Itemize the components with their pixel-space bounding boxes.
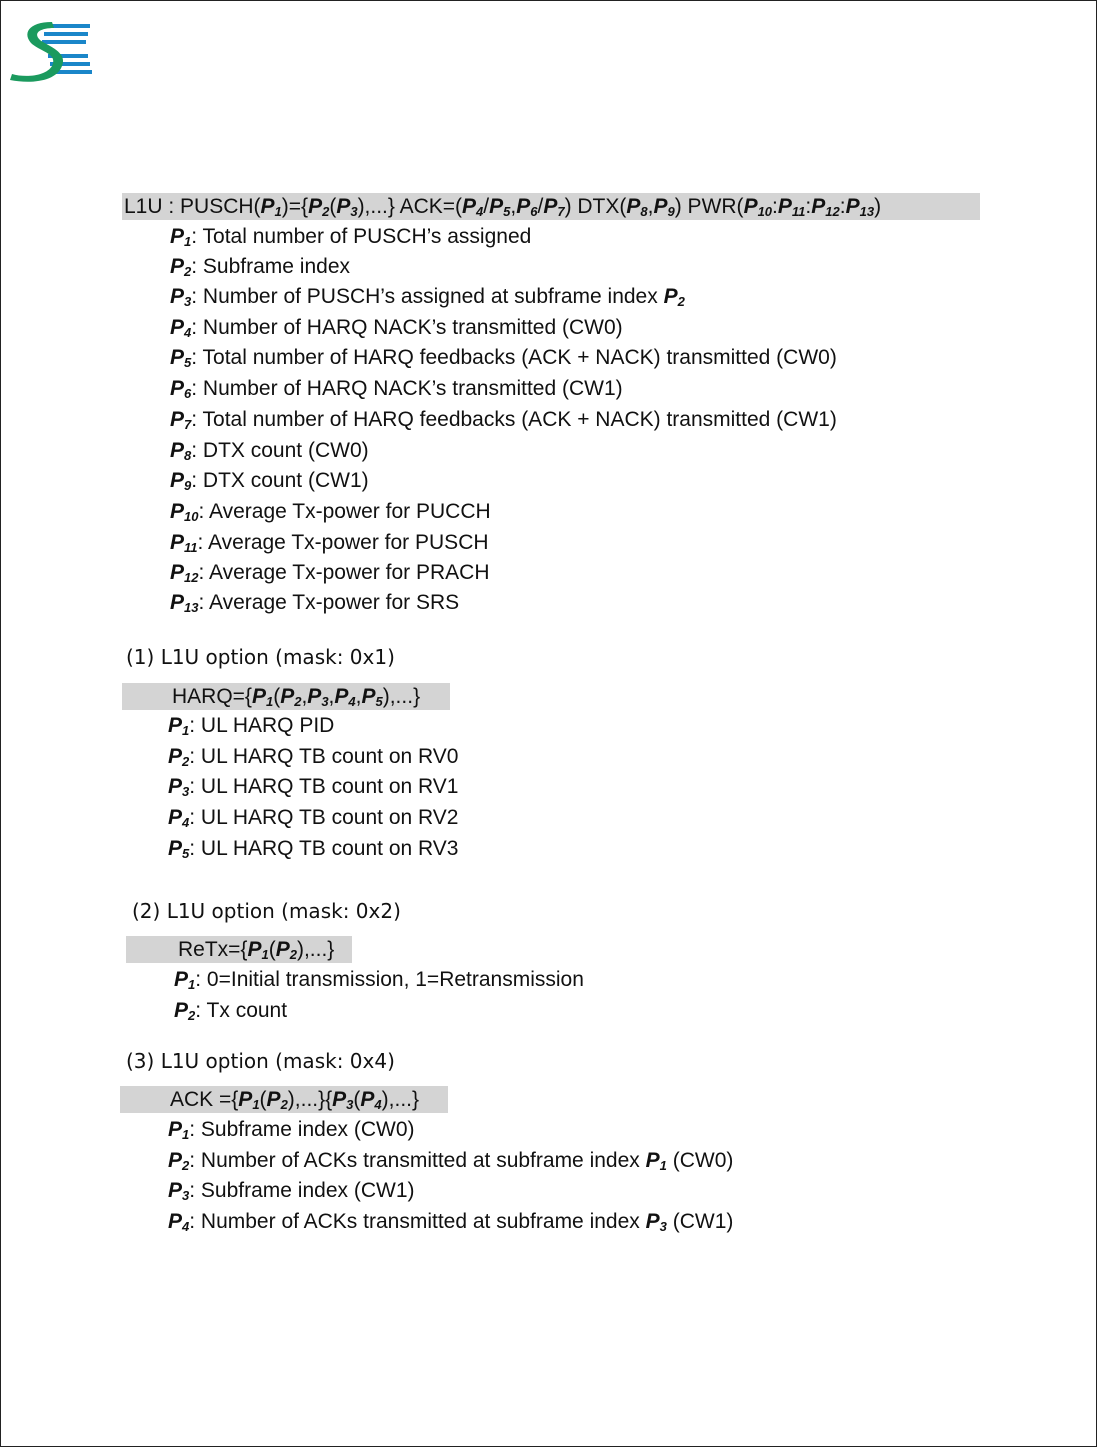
param-subscript: 10 [757,204,773,219]
param-letter: P [307,685,322,708]
param-letter: P [260,195,275,218]
param-reference [646,1210,667,1233]
param-reference [664,285,685,308]
param-symbol [168,745,189,768]
param-subscript: 1 [274,204,282,219]
param-suffix: (CW1) [666,1210,734,1234]
option2-heading: (2) L1U option (mask: 0x2) [132,899,401,923]
param-description: : Number of ACKs transmitted at subframe index [189,1148,646,1172]
param-subscript: 3 [659,1219,667,1235]
company-logo [8,18,94,84]
option3-formula [120,1086,448,1113]
formula-text: ( [268,938,276,961]
param-symbol-p2 [276,938,297,961]
param-letter: P [168,1148,183,1172]
param-subscript: 6 [530,204,538,219]
param-line-p11 [170,529,489,557]
formula-text: ACK ={ [170,1088,239,1111]
param-subscript: 9 [667,204,675,219]
param-symbol [174,968,195,991]
param-symbol-p1 [238,1088,259,1111]
option3-param-line-p1 [168,1116,415,1144]
param-letter: P [336,195,351,218]
param-letter: P [168,806,183,830]
param-letter: P [174,968,189,991]
param-subscript: 1 [182,723,190,738]
param-line-p6 [170,375,623,403]
param-description: : Number of ACKs transmitted at subframe index [189,1210,646,1234]
param-symbol-p5 [489,195,510,218]
param-letter: P [845,195,860,218]
param-symbol-p3 [336,195,357,218]
param-subscript: 9 [184,478,192,493]
option2-param-line-p2 [174,997,287,1025]
param-line-p3 [170,283,685,311]
param-symbol-p1 [247,938,268,961]
param-description: : Total number of HARQ feedbacks (ACK + NACK) transmitted (CW1) [191,408,837,431]
param-symbol-p9 [653,195,674,218]
param-description: : Number of HARQ NACK’s transmitted (CW0) [191,316,623,339]
param-subscript: 12 [825,204,840,219]
param-symbol [170,531,198,554]
param-line-p8 [170,437,369,465]
param-letter: P [170,225,185,248]
param-symbol-p4 [462,195,483,218]
formula-text: ( [353,1088,361,1111]
formula-text: ),...} [296,938,335,961]
param-subscript: 3 [321,694,329,709]
formula-text: : [839,195,846,218]
param-letter: P [663,285,678,308]
param-subscript: 5 [503,204,511,219]
option3-heading: (3) L1U option (mask: 0x4) [126,1049,395,1073]
formula-text: )={ [281,195,309,218]
param-letter: P [308,195,323,218]
param-symbol [168,1118,189,1141]
param-symbol [170,377,191,400]
param-description: : UL HARQ TB count on RV3 [189,836,459,860]
formula-text: HARQ={ [172,685,252,708]
param-subscript: 3 [182,784,190,800]
param-description: : Average Tx-power for PUSCH [197,531,489,554]
param-letter: P [170,439,185,462]
param-symbol [168,837,189,860]
param-letter: P [170,255,185,278]
formula-text: , [328,685,335,708]
param-symbol [170,408,191,431]
param-subscript: 2 [184,264,192,279]
param-subscript: 3 [182,1188,190,1204]
formula-text: ) DTX( [564,195,627,218]
param-subscript: 4 [348,694,356,709]
param-description: : Tx count [195,999,288,1022]
param-subscript: 2 [280,1097,288,1112]
param-subscript: 6 [184,386,192,401]
param-suffix: (CW0) [666,1148,734,1172]
param-letter: P [489,195,504,218]
param-symbol [168,806,189,829]
param-line-p10 [170,498,491,526]
param-line-p1 [170,223,531,251]
param-subscript: 12 [184,570,199,585]
param-letter: P [251,685,266,708]
param-letter: P [174,999,189,1022]
param-symbol [170,255,191,278]
formula-text: : [772,195,778,218]
param-description: : Number of PUSCH’s assigned at subframe index [191,285,664,308]
param-subscript: 1 [188,977,196,992]
param-description: : Average Tx-power for PUCCH [198,500,491,523]
param-letter: P [168,1118,183,1141]
formula-text: ReTx={ [178,938,248,961]
param-description: : Number of HARQ NACK’s transmitted (CW1) [191,377,623,400]
param-description: : UL HARQ TB count on RV2 [189,806,459,830]
param-letter: P [170,531,185,554]
param-description: : UL HARQ TB count on RV0 [189,744,459,768]
option3-param-line-p3 [168,1177,415,1205]
param-letter: P [170,377,185,400]
param-subscript: 4 [184,325,192,340]
param-symbol [170,346,191,369]
param-description: : Subframe index [191,255,351,278]
param-letter: P [811,195,826,218]
l1u-formula [122,193,980,220]
formula-text: : [805,195,812,218]
param-symbol [170,500,198,523]
param-line-p7 [170,406,837,434]
param-letter: P [543,195,558,218]
param-symbol-p11 [778,195,806,218]
param-subscript: 10 [184,509,199,524]
param-subscript: 7 [557,204,565,219]
param-letter: P [645,1148,660,1172]
option1-heading: (1) L1U option (mask: 0x1) [126,645,395,669]
option1-formula [122,683,450,710]
formula-text: ),...} [381,1088,420,1111]
param-subscript: 1 [184,234,192,249]
param-line-p9 [170,467,369,495]
param-description: : DTX count (CW1) [191,469,369,492]
param-subscript: 8 [640,204,648,219]
param-symbol-p7 [543,195,564,218]
param-symbol [170,225,191,248]
formula-text: ) [874,195,882,218]
param-letter: P [516,195,531,218]
param-subscript: 1 [659,1157,667,1173]
param-symbol [170,591,198,614]
formula-text: / [483,195,490,218]
param-line-p12 [170,559,490,587]
param-symbol-p6 [516,195,537,218]
param-symbol-p4 [334,685,355,708]
param-symbol [170,561,198,584]
formula-text: ),...} [382,685,421,708]
param-letter: P [238,1088,253,1111]
param-letter: P [777,195,792,218]
param-subscript: 2 [188,1008,196,1023]
param-description: : DTX count (CW0) [191,439,369,462]
param-description: : Average Tx-power for SRS [198,591,460,614]
formula-text: , [510,195,517,218]
param-symbol-p8 [626,195,647,218]
option1-param-line-p5 [168,835,459,863]
param-letter: P [626,195,641,218]
param-letter: P [334,685,349,708]
param-letter: P [170,316,185,339]
param-subscript: 11 [791,204,806,219]
param-description: : Total number of HARQ feedbacks (ACK + NACK) transmitted (CW0) [191,346,837,369]
param-subscript: 7 [184,417,192,432]
param-symbol [170,469,191,492]
param-letter: P [168,744,183,768]
param-letter: P [170,285,185,308]
param-subscript: 11 [184,540,198,555]
param-letter: P [168,1179,183,1203]
param-symbol-p2 [308,195,329,218]
param-symbol [174,999,195,1022]
param-subscript: 5 [184,355,192,370]
param-symbol-p2 [280,685,301,708]
param-subscript: 4 [476,204,484,219]
param-symbol [168,1210,189,1233]
param-description: : UL HARQ PID [189,714,335,737]
param-symbol-p1 [261,195,282,218]
param-description: : UL HARQ TB count on RV1 [189,775,459,799]
param-letter: P [247,938,262,961]
param-symbol-p5 [361,685,382,708]
param-letter: P [361,685,376,708]
formula-text: , [301,685,308,708]
formula-text: / [537,195,544,218]
param-subscript: 3 [346,1097,354,1112]
param-letter: P [275,938,290,961]
param-symbol-p12 [811,195,839,218]
param-symbol [168,775,189,798]
param-subscript: 2 [182,1157,190,1173]
param-symbol-p1 [252,685,273,708]
option3-param-line-p2 [168,1147,733,1175]
param-subscript: 3 [350,204,358,219]
param-subscript: 8 [184,448,192,463]
param-symbol-p2 [267,1088,288,1111]
param-subscript: 13 [184,600,199,615]
option1-param-line-p4 [168,804,459,832]
formula-text: ( [273,685,281,708]
param-letter: P [743,195,758,218]
param-letter: P [266,1088,281,1111]
param-subscript: 1 [252,1097,260,1112]
option1-param-line-p1 [168,712,334,740]
formula-text: , [355,685,362,708]
param-reference [646,1149,667,1172]
param-letter: P [332,1088,347,1111]
param-symbol-p3 [332,1088,353,1111]
param-symbol [168,1149,189,1172]
param-symbol [168,714,189,737]
param-subscript: 1 [265,694,274,709]
formula-text: ) PWR( [674,195,744,218]
formula-text: ),...}{ [287,1088,333,1111]
formula-text: ),...} ACK=( [357,195,463,218]
option2-formula [126,936,352,963]
param-symbol [170,316,191,339]
param-symbol-p3 [307,685,328,708]
param-letter: P [170,500,185,523]
param-subscript: 2 [182,753,190,769]
param-subscript: 4 [182,1219,190,1235]
param-line-p4 [170,314,623,342]
param-letter: P [645,1210,660,1234]
param-subscript: 4 [374,1097,382,1112]
option1-param-line-p2 [168,743,459,771]
param-subscript: 1 [182,1127,190,1142]
param-subscript: 2 [294,694,302,709]
param-subscript: 2 [289,947,297,962]
param-letter: P [170,561,185,584]
param-subscript: 5 [375,694,383,709]
param-subscript: 1 [261,947,269,962]
param-subscript: 2 [677,294,685,309]
param-description: : Subframe index (CW0) [189,1118,415,1141]
param-subscript: 3 [184,294,192,309]
param-subscript: 5 [182,845,190,861]
param-subscript: 4 [182,815,190,831]
param-letter: P [360,1088,375,1111]
param-symbol-p10 [744,195,772,218]
param-letter: P [170,408,185,431]
option3-param-line-p4 [168,1208,733,1236]
param-letter: P [168,1210,183,1234]
param-letter: P [170,346,185,369]
param-symbol [168,1179,189,1202]
param-letter: P [168,714,183,737]
option1-param-line-p3 [168,773,459,801]
param-subscript: 2 [322,204,330,219]
param-symbol-p4 [360,1088,381,1111]
formula-text: , [647,195,654,218]
param-symbol-p13 [846,195,874,218]
param-line-p5 [170,344,837,372]
option2-param-line-p1 [174,966,584,994]
param-letter: P [170,591,185,614]
param-line-p13 [170,589,459,617]
param-letter: P [462,195,477,218]
param-subscript: 13 [859,204,875,219]
param-letter: P [168,836,183,860]
param-letter: P [170,469,185,492]
param-description: : Subframe index (CW1) [189,1179,415,1203]
param-description: : 0=Initial transmission, 1=Retransmission [195,968,584,991]
formula-text: L1U : PUSCH( [124,195,261,218]
formula-text: ( [329,195,337,218]
param-letter: P [168,775,183,799]
formula-text: ( [259,1088,267,1111]
param-description: : Average Tx-power for PRACH [198,561,490,584]
param-symbol [170,285,191,308]
param-letter: P [280,685,295,708]
param-description: : Total number of PUSCH’s assigned [191,225,532,248]
param-symbol [170,439,191,462]
param-line-p2 [170,253,350,281]
param-letter: P [653,195,668,218]
